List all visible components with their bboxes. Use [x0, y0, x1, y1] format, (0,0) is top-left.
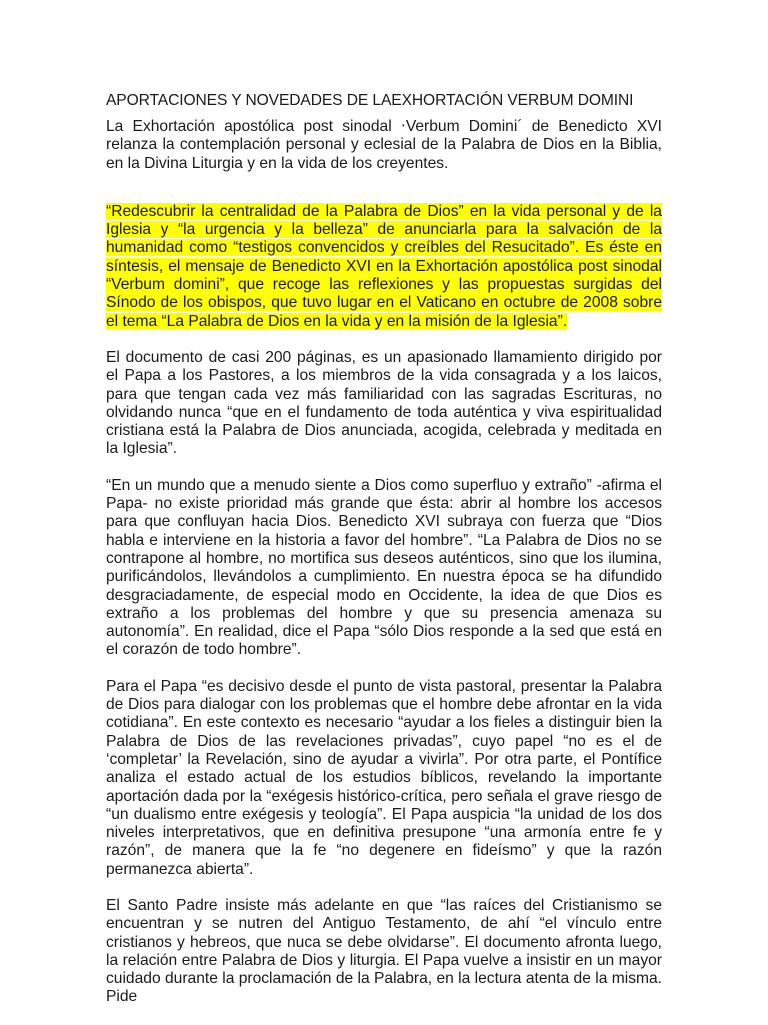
body-paragraph: Para el Papa “es decisivo desde el punto de vista pastoral, presentar la Palabra de Dios para dialogar con los problemas que el hombre debe afrontar en la vida cotidiana”. En este contexto es necesario “ayudar a los fieles a distinguir bien la Palabra de Dios de las revelaciones privadas”, cuyo papel “no es el de ‘completar’ la Revelación, sino de ayudar a vivirla”. Por otra parte, el Pontífice analiza el estado actual de los estudios bíblicos, revelando la importante aportación dada por la “exégesis histórico-crítica, pero señala el grave riesgo de “un dualismo entre exégesis y teología”. El Papa auspicia “la unidad de los dos niveles interpretativos, que en definitiva presupone “una armonía entre fe y razón”, de manera que la fe “no degenere en fideísmo” y que la razón permanezca abierta”. — [106, 677, 662, 878]
document-title: APORTACIONES Y NOVEDADES DE LAEXHORTACIÓN VERBUM DOMINI — [106, 92, 634, 109]
body-paragraph: El documento de casi 200 páginas, es un apasionado llamamiento dirigido por el Papa a los Pastores, a los miembros de la vida consagrada y a los laicos, para que tengan cada vez más familiaridad con las sagradas Escrituras, no olvidando nunca “que en el fundamento de toda auténtica y viva espiritualidad cristiana está la Palabra de Dios anunciada, acogida, celebrada y meditada en la Iglesia”. — [106, 348, 662, 458]
document-body — [106, 91, 662, 1025]
body-paragraph: “En un mundo que a menudo siente a Dios como superfluo y extraño” -afirma el Papa- no existe prioridad más grande que ésta: abrir al hombre los accesos para que confluyan hacia Dios. Benedicto XVI subraya con fuerza que “Dios habla e interviene en la historia a favor del hombre”. “La Palabra de Dios no se contrapone al hombre, no mortifica sus deseos auténticos, sino que los ilumina, purificándolos, llevándolos a cumplimiento. En nuestra época se ha difundido desgraciadamente, de especial modo en Occidente, la idea de que Dios es extraño a los problemas del hombre y que su presencia amenaza su autonomía”. En realidad, dice el Papa “sólo Dios responde a la sed que está en el corazón de todo hombre”. — [106, 476, 662, 659]
intro-paragraph: La Exhortación apostólica post sinodal ‧Verbum Domini´ de Benedicto XVI relanza la contemplación personal y eclesial de la Palabra de Dios en la Biblia, en la Divina Liturgia y en la vida de los creyentes. — [106, 118, 662, 172]
body-paragraph-truncated: El Santo Padre insiste más adelante en que “las raíces del Cristianismo se encuentran y se nutren del Antiguo Testamento, de ahí “el vínculo entre cristianos y hebreos, que nuca se debe olvidarse”. El documento afronta luego, la relación entre Palabra de Dios y liturgia. El Papa vuelve a insistir en un mayor cuidado durante la proclamación de la Palabra, en la lectura atenta de la misma. Pide — [106, 896, 662, 1006]
highlighted-paragraph — [106, 203, 662, 331]
highlighted-text: “Redescubrir la centralidad de la Palabra de Dios” en la vida personal y de la Iglesia y “la urgencia y la belleza” de anunciarla para la salvación de la humanidad como “testigos convencidos y creíbles del Resucitado”. Es éste en síntesis, el mensaje de Benedicto XVI en la Exhortación apostólica post sinodal “Verbum domini”, que recoge las reflexiones y las propuestas surgidas del Sínodo de los obispos, que tuvo lugar en el Vaticano en octubre de 2008 sobre el tema “La Palabra de Dios en la vida y en la misión de la Iglesia”. — [106, 202, 662, 330]
